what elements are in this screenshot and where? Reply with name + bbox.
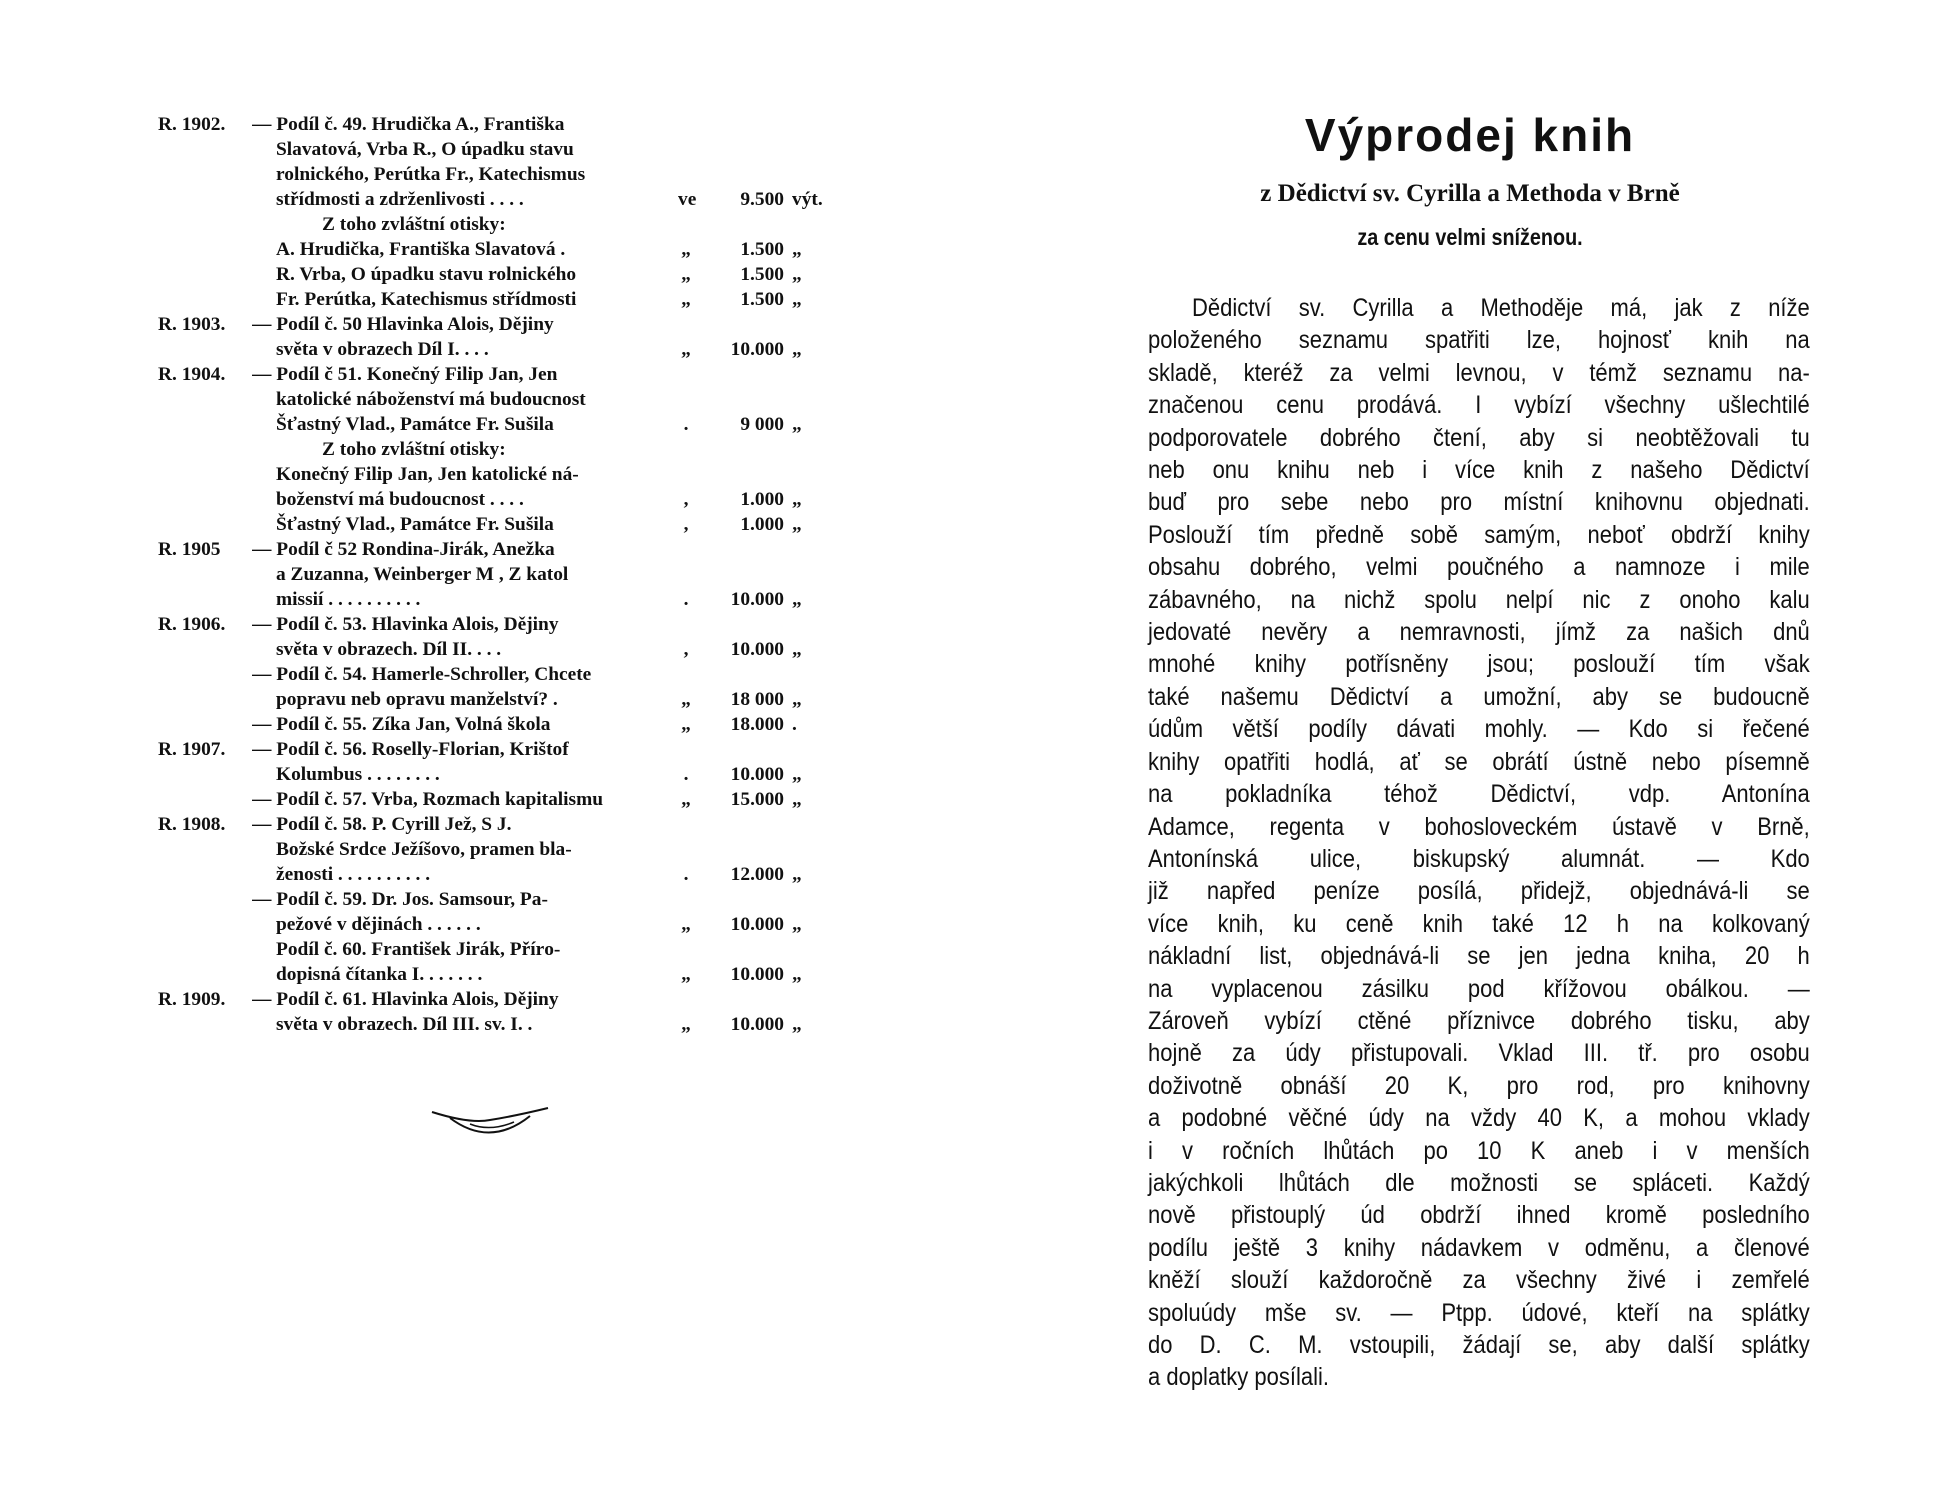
ledger-amount: 1.500 <box>740 239 784 260</box>
ledger-row <box>158 337 818 362</box>
ledger-text: Podíl č. 55. Zíka Jan, Volná škola <box>276 714 551 735</box>
ledger-entry-text <box>252 537 832 562</box>
ledger-amount: 18.000 <box>730 714 784 735</box>
ledger-dash: — <box>252 789 272 810</box>
body-line: také našemu Dědictví a umožní, aby se budoucně <box>1148 682 1810 711</box>
body-line: podílu ještě 3 knihy nádavkem v odměnu, a členové <box>1148 1233 1810 1262</box>
body-line: neb onu knihu neb i více knih z našeho Dědictví <box>1148 456 1810 485</box>
body-line: hojně za údy přistupovali. Vklad III. tř. pro osobu <box>1148 1039 1810 1068</box>
ledger-row <box>158 612 818 637</box>
ledger-row <box>158 562 818 587</box>
ledger-amount: 18 000 <box>730 689 784 710</box>
ledger-entry-text <box>252 937 856 962</box>
ledger-mark: „ <box>681 289 691 310</box>
ledger-unit: „ <box>792 689 802 710</box>
ledger-unit: „ <box>792 339 802 360</box>
ledger-mark: . <box>683 764 689 785</box>
ledger-text: Podíl č. 57. Vrba, Rozmach kapitalismu <box>276 789 604 810</box>
ledger-text: Podíl č 51. Konečný Filip Jan, Jen <box>276 364 558 385</box>
ledger-mark: . <box>683 414 689 435</box>
ledger-amount: 10.000 <box>730 639 784 660</box>
ledger-entry-text <box>252 312 832 337</box>
ledger-row <box>158 437 818 462</box>
ledger-text: Podíl č. 58. P. Cyrill Jež, S J. <box>276 814 512 835</box>
ledger-entry-text <box>252 987 832 1012</box>
ledger-year: R. 1903. <box>158 314 226 335</box>
body-paragraph <box>1148 292 1810 1394</box>
body-line: značenou cenu prodává. I vybízí všechny ušlechtilé <box>1148 391 1810 420</box>
ledger-amount: 10.000 <box>730 964 784 985</box>
ledger-text: Božské Srdce Ježíšovo, pramen bla- <box>276 839 572 860</box>
ledger-mark: „ <box>681 964 691 985</box>
ledger-unit: . <box>792 714 797 735</box>
ledger-text: ženosti . . . . . . . . . . <box>276 864 431 885</box>
body-line: Antonínská ulice, biskupský alumnát. — Kdo <box>1148 844 1810 873</box>
volume-ledger <box>158 112 823 1037</box>
ledger-text: pežové v dějinách . . . . . . <box>276 914 481 935</box>
ledger-entry-text <box>252 837 856 862</box>
body-line: již napřed peníze posílá, přidejž, objednává-li se <box>1148 877 1810 906</box>
ledger-entry-text <box>322 437 902 462</box>
body-line: knihy opatřiti hodlá, ať se obrátí ústně nebo písemně <box>1148 747 1810 776</box>
ledger-unit: „ <box>792 414 802 435</box>
ledger-text: katolické náboženství má budoucnost <box>276 389 586 410</box>
ledger-text: missií . . . . . . . . . . <box>276 589 421 610</box>
ledger-text: Šťastný Vlad., Památce Fr. Sušila <box>276 514 554 535</box>
ledger-row <box>158 937 818 962</box>
ledger-text: Z toho zvláštní otisky: <box>322 214 506 235</box>
ledger-dash: — <box>252 739 272 760</box>
ornament-flourish <box>430 1104 550 1144</box>
ledger-year: R. 1905 <box>158 539 221 560</box>
ledger-amount: 9 000 <box>740 414 784 435</box>
ledger-text: Podíl č. 59. Dr. Jos. Samsour, Pa- <box>276 889 548 910</box>
ledger-unit: „ <box>792 589 802 610</box>
ledger-text: světa v obrazech. Díl III. sv. I. . <box>276 1014 533 1035</box>
ledger-mark: „ <box>681 689 691 710</box>
ledger-row <box>158 162 818 187</box>
ledger-dash: — <box>252 314 272 335</box>
ledger-dash: — <box>252 114 272 135</box>
body-line: obsahu dobrého, velmi poučného a namnoze i mile <box>1148 553 1810 582</box>
body-line: nově přistouplý úd obdrží ihned kromě posledního <box>1148 1201 1810 1230</box>
ledger-text: Fr. Perútka, Katechismus střídmosti <box>276 289 577 310</box>
ledger-row <box>158 262 818 287</box>
ledger-unit: „ <box>792 639 802 660</box>
ledger-mark: „ <box>681 339 691 360</box>
ledger-amount: 10.000 <box>730 914 784 935</box>
ledger-row <box>158 137 818 162</box>
ledger-dash: — <box>252 989 272 1010</box>
body-line: zábavného, na nichž spolu nelpí nic z onoho kalu <box>1148 585 1810 614</box>
ledger-text: boženství má budoucnost . . . . <box>276 489 524 510</box>
body-line: údům větší podíly dávati mohly. — Kdo si řečené <box>1148 715 1810 744</box>
ledger-amount: 1.000 <box>740 514 784 535</box>
ledger-unit: „ <box>792 239 802 260</box>
body-line: i v ročních lhůtách po 10 K aneb i v menších <box>1148 1136 1810 1165</box>
ledger-mark: „ <box>681 914 691 935</box>
ledger-mark: . <box>683 589 689 610</box>
ledger-text: A. Hrudička, Františka Slavatová . <box>276 239 566 260</box>
ledger-mark: „ <box>681 264 691 285</box>
ledger-year: R. 1904. <box>158 364 226 385</box>
ledger-text: a Zuzanna, Weinberger M , Z katol <box>276 564 569 585</box>
ledger-text: Šťastný Vlad., Památce Fr. Sušila <box>276 414 554 435</box>
body-line: více knih, ku ceně knih také 12 h na kolkovaný <box>1148 909 1810 938</box>
ledger-text: R. Vrba, O úpadku stavu rolnického <box>276 264 577 285</box>
ledger-text: Podíl č. 60. František Jirák, Přírо- <box>276 939 561 960</box>
ledger-amount: 10.000 <box>730 1014 784 1035</box>
body-line: Poslouží tím předně sobě samým, neboť obdrží knihy <box>1148 520 1810 549</box>
body-line: na pokladníka téhož Dědictví, vdp. Antonína <box>1148 780 1810 809</box>
ledger-text: dopisná čítanka I. . . . . . . <box>276 964 483 985</box>
ledger-text: Podíl č. 50 Hlavinka Alois, Dějiny <box>276 314 554 335</box>
ledger-text: Podíl č. 56. Roselly-Florian, Krištof <box>276 739 569 760</box>
ledger-entry-text <box>252 812 832 837</box>
body-line: nákladní list, objednává-li se jen jedna kniha, 20 h <box>1148 942 1810 971</box>
ledger-year: R. 1906. <box>158 614 226 635</box>
ledger-mark: ve <box>678 189 697 210</box>
ledger-row <box>158 887 818 912</box>
ledger-amount: 1.500 <box>740 289 784 310</box>
ledger-text: střídmosti a zdrženlivosti . . . . <box>276 189 524 210</box>
ledger-entry-text <box>252 612 832 637</box>
ledger-text: Podíl č. 61. Hlavinka Alois, Dějiny <box>276 989 559 1010</box>
ledger-unit: „ <box>792 1014 802 1035</box>
ledger-entry-text <box>252 562 856 587</box>
body-line: doživotně obnáší 20 K, pro rod, pro knihovny <box>1148 1071 1810 1100</box>
ledger-row <box>158 287 818 312</box>
ledger-row <box>158 962 818 987</box>
ledger-text: Z toho zvláštní otisky: <box>322 439 506 460</box>
ledger-amount: 15.000 <box>730 789 784 810</box>
ledger-year: R. 1908. <box>158 814 226 835</box>
body-line: položeného seznamu spatřiti lze, hojnosť knih na <box>1148 326 1810 355</box>
ledger-text: Podíl č. 53. Hlavinka Alois, Dějiny <box>276 614 559 635</box>
ledger-amount: 9.500 <box>740 189 784 210</box>
ledger-row <box>158 362 818 387</box>
ledger-year: R. 1907. <box>158 739 226 760</box>
ledger-dash: — <box>252 814 272 835</box>
ledger-entry-text <box>252 737 832 762</box>
ledger-unit: „ <box>792 514 802 535</box>
ledger-entry-text <box>252 887 832 912</box>
ledger-mark: „ <box>681 789 691 810</box>
ledger-unit: „ <box>792 764 802 785</box>
ledger-text: popravu neb opravu manželství? . <box>276 689 558 710</box>
ledger-row <box>158 312 818 337</box>
body-line: spoluúdy mše sv. — Ptpp. údové, kteří na splátky <box>1148 1298 1810 1327</box>
ledger-amount: 10.000 <box>730 589 784 610</box>
ledger-row <box>158 662 818 687</box>
ledger-unit: „ <box>792 964 802 985</box>
ledger-row <box>158 862 818 887</box>
page-title: Výprodej knih <box>1304 109 1636 161</box>
body-line: na vyplacenou zásilku pod křížovou obálkou. — <box>1148 974 1810 1003</box>
price-note: za cenu velmi sníženou. <box>1357 224 1583 250</box>
ledger-text: Slavatová, Vrba R., O úpadku stavu <box>276 139 574 160</box>
ledger-unit: výt. <box>792 189 823 210</box>
ledger-row <box>158 762 818 787</box>
ledger-text: Kolumbus . . . . . . . . <box>276 764 440 785</box>
ledger-entry-text <box>252 387 856 412</box>
ledger-row <box>158 187 823 212</box>
ledger-amount: 1.000 <box>740 489 784 510</box>
ledger-entry-text <box>252 662 832 687</box>
body-line: jedovaté nevěry a nemravnosti, jímž za našich dnů <box>1148 618 1810 647</box>
ledger-text: Podíl č. 49. Hrudička A., Františka <box>276 114 565 135</box>
ledger-dash: — <box>252 714 272 735</box>
ledger-year: R. 1909. <box>158 989 226 1010</box>
ledger-entry-text <box>252 162 856 187</box>
ledger-row <box>158 487 818 512</box>
body-line: mnohé knihy potřísněny jsou; poslouží tím však <box>1148 650 1810 679</box>
ledger-text: světa v obrazech Díl I. . . . <box>276 339 489 360</box>
subtitle: z Dědictví sv. Cyrilla a Methoda v Brně <box>1260 180 1680 207</box>
ledger-unit: „ <box>792 914 802 935</box>
ledger-row <box>158 712 818 737</box>
ledger-row <box>158 787 818 812</box>
ledger-row <box>158 737 818 762</box>
ledger-text: rolnického, Perútka Fr., Katechismus <box>276 164 586 185</box>
ledger-unit: „ <box>792 789 802 810</box>
body-line: Zároveň vybízí ctěné příznivce dobrého tisku, aby <box>1148 1006 1810 1035</box>
ledger-unit: „ <box>792 864 802 885</box>
ledger-text: světa v obrazech. Díl II. . . . <box>276 639 502 660</box>
ledger-mark: . <box>683 864 689 885</box>
ledger-unit: „ <box>792 264 802 285</box>
ledger-dash: — <box>252 614 272 635</box>
ledger-text: Podíl č. 54. Hamerle-Schroller, Chcete <box>276 664 592 685</box>
ledger-dash: — <box>252 539 272 560</box>
ledger-text: Konečný Filip Jan, Jen katolické ná- <box>276 464 579 485</box>
ledger-row <box>158 687 818 712</box>
ledger-row <box>158 837 818 862</box>
ledger-row <box>158 637 818 662</box>
ledger-row <box>158 412 818 437</box>
ledger-amount: 1.500 <box>740 264 784 285</box>
ledger-dash: — <box>252 889 272 910</box>
ledger-mark: , <box>683 514 689 535</box>
ledger-row <box>158 237 818 262</box>
ledger-entry-text <box>322 212 902 237</box>
ledger-row <box>158 112 818 137</box>
ledger-amount: 10.000 <box>730 339 784 360</box>
ledger-dash: — <box>252 364 272 385</box>
ledger-unit: „ <box>792 489 802 510</box>
body-line: Adamce, regenta v bohosloveckém ústavě v Brně, <box>1148 812 1810 841</box>
ledger-mark: „ <box>681 1014 691 1035</box>
ledger-mark: , <box>683 489 689 510</box>
ledger-entry-text <box>252 462 856 487</box>
ledger-unit: „ <box>792 289 802 310</box>
ledger-entry-text <box>252 112 832 137</box>
ledger-year: R. 1902. <box>158 114 226 135</box>
body-line: skladě, kteréž za velmi levnou, v témž seznamu na- <box>1148 358 1810 387</box>
body-line: buď pro sebe nebo pro místní knihovnu objednati. <box>1148 488 1810 517</box>
ledger-row <box>158 812 818 837</box>
ledger-entry-text <box>252 137 856 162</box>
body-line: kněží slouží každoročně za všechny živé i zemřelé <box>1148 1266 1810 1295</box>
body-line: a doplatky posílali. <box>1148 1363 1330 1392</box>
ledger-row <box>158 587 818 612</box>
ledger-entry-text <box>252 362 832 387</box>
ledger-row <box>158 387 818 412</box>
ledger-amount: 10.000 <box>730 764 784 785</box>
ledger-mark: „ <box>681 239 691 260</box>
body-line: jakýchkoli lhůtách dle možnosti se spláceti. Každý <box>1148 1168 1810 1197</box>
ledger-text: Podíl č 52 Rondina-Jirák, Anežka <box>276 539 555 560</box>
ledger-mark: , <box>683 639 689 660</box>
ledger-amount: 12.000 <box>730 864 784 885</box>
ledger-row <box>158 987 818 1012</box>
ledger-row <box>158 912 818 937</box>
body-line: do D. C. M. vstoupili, žádají se, aby další splátky <box>1148 1331 1810 1359</box>
ledger-row <box>158 1012 818 1037</box>
body-line: podporovatele dobrého čtení, aby si neobtěžovali tu <box>1148 423 1810 452</box>
ledger-row <box>158 212 818 237</box>
body-line: a podobné věčné údy na vždy 40 K, a mohou vklady <box>1148 1104 1810 1133</box>
ledger-row <box>158 537 818 562</box>
body-line: Dědictví sv. Cyrilla a Methoděje má, jak z níže <box>1192 294 1810 322</box>
ledger-dash: — <box>252 664 272 685</box>
ledger-row <box>158 462 818 487</box>
ledger-mark: „ <box>681 714 691 735</box>
ledger-row <box>158 512 818 537</box>
